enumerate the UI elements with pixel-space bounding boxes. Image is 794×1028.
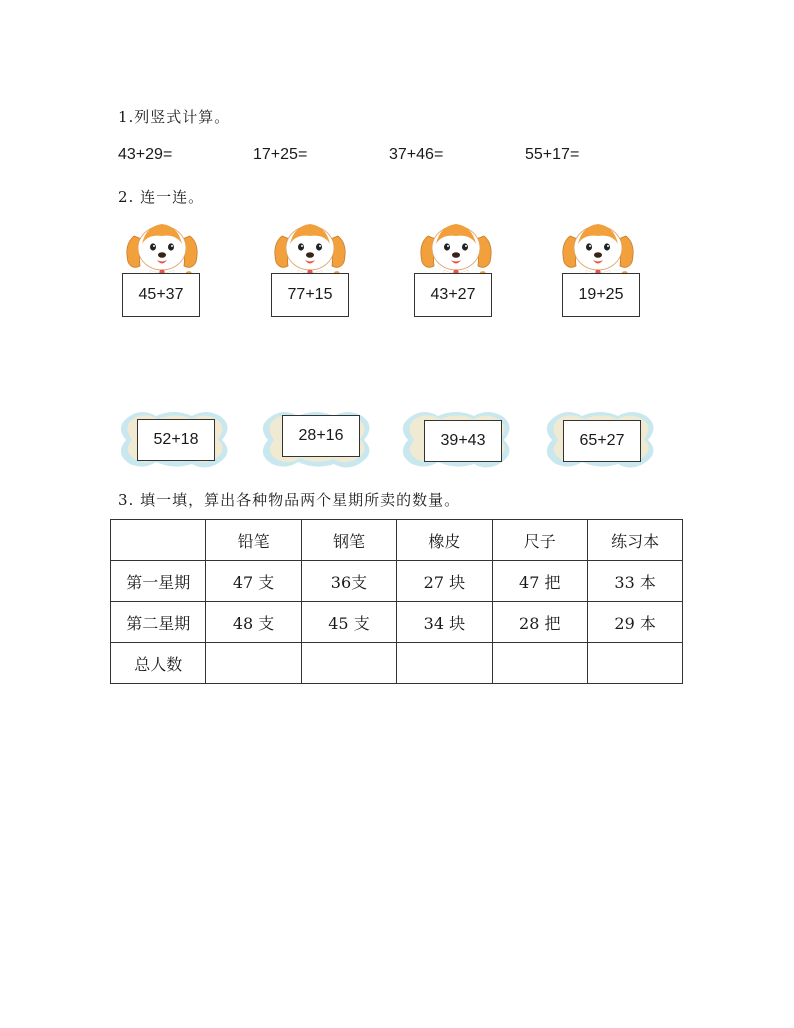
cloud-card-1[interactable]: 52+18 [137, 419, 215, 461]
table-row [111, 643, 683, 684]
row-label: 第二星期 [111, 602, 206, 643]
table-cell: 48 支 [206, 602, 301, 643]
problem-4: 55+17= [525, 146, 580, 163]
dog-card-3[interactable]: 43+27 [414, 273, 492, 317]
section-3-title: 3. 填一填，算出各种物品两个星期所卖的数量。 [118, 491, 461, 509]
answer-cell[interactable] [206, 643, 301, 684]
table-row [111, 602, 683, 643]
problem-1: 43+29= [118, 146, 173, 163]
table-cell: 29 本 [587, 602, 682, 643]
table-header-cell: 练习本 [587, 520, 682, 561]
row-label: 第一星期 [111, 561, 206, 602]
table-cell: 27 块 [397, 561, 492, 602]
section-2-title: 2. 连一连。 [118, 188, 205, 206]
table-cell [111, 520, 206, 561]
problem-3: 37+46= [389, 146, 444, 163]
dog-card-1[interactable]: 45+37 [122, 273, 200, 317]
answer-cell[interactable] [587, 643, 682, 684]
table-header-row [111, 520, 683, 561]
dog-card-4[interactable]: 19+25 [562, 273, 640, 317]
table-header-cell: 橡皮 [397, 520, 492, 561]
cloud-card-4[interactable]: 65+27 [563, 420, 641, 462]
table-cell: 47 支 [206, 561, 301, 602]
problem-2: 17+25= [253, 146, 308, 163]
table-cell: 36支 [301, 561, 396, 602]
cloud-card-3[interactable]: 39+43 [424, 420, 502, 462]
table-cell: 34 块 [397, 602, 492, 643]
table-row [111, 561, 683, 602]
table-cell: 28 把 [492, 602, 587, 643]
table-cell: 45 支 [301, 602, 396, 643]
table-header-cell: 钢笔 [301, 520, 396, 561]
table-cell: 47 把 [492, 561, 587, 602]
dog-card-2[interactable]: 77+15 [271, 273, 349, 317]
section-1-title: 1.列竖式计算。 [118, 108, 231, 126]
answer-cell[interactable] [397, 643, 492, 684]
answer-cell[interactable] [492, 643, 587, 684]
answer-cell[interactable] [301, 643, 396, 684]
table-cell: 33 本 [587, 561, 682, 602]
table-header-cell: 铅笔 [206, 520, 301, 561]
table-header-cell: 尺子 [492, 520, 587, 561]
cloud-card-2[interactable]: 28+16 [282, 415, 360, 457]
row-label: 总人数 [111, 643, 206, 684]
sales-table [110, 519, 683, 684]
